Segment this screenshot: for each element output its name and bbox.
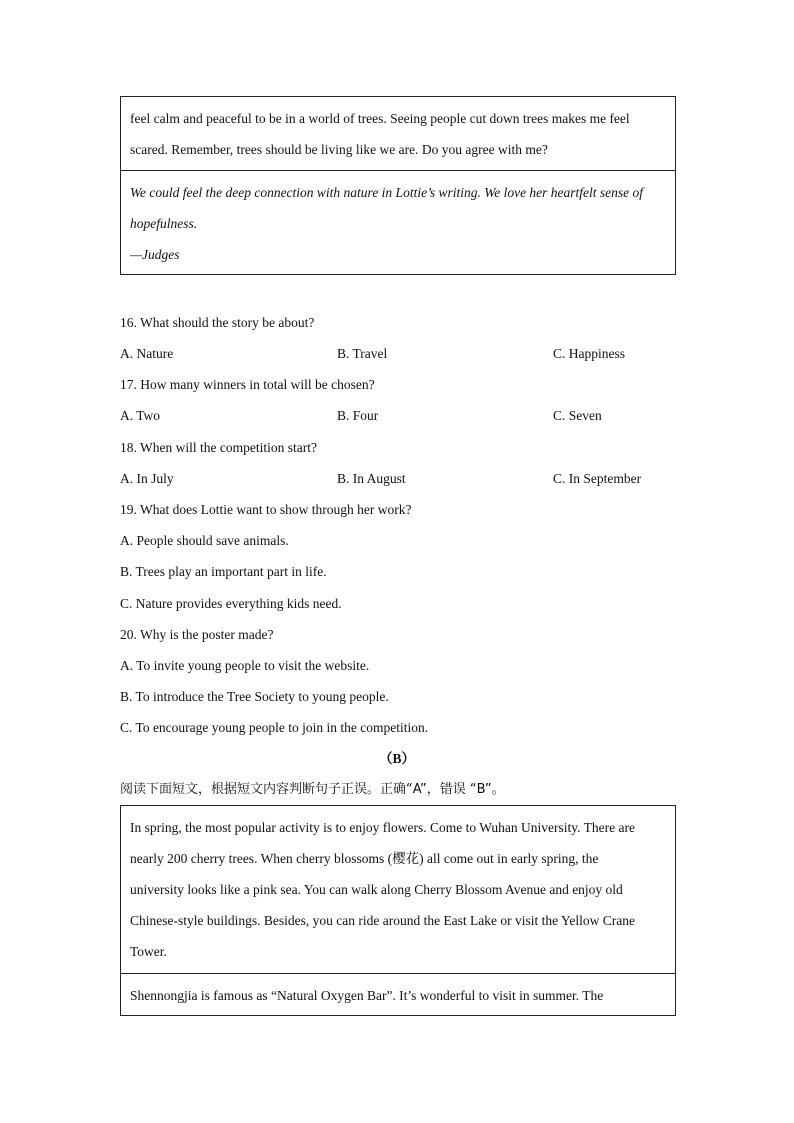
question-16: 16. What should the story be about? (120, 315, 315, 330)
section-b-instruction: 阅读下面短文，根据短文内容判断句子正误。正确“A”，错误 “B”。 (120, 782, 505, 797)
question-17: 17. How many winners in total will be chosen? (120, 377, 375, 392)
option-18-a[interactable]: A. In July (120, 471, 174, 486)
text-line: scared. Remember, trees should be living like we are. Do you agree with me? (130, 142, 548, 157)
text-line: Chinese-style buildings. Besides, you can ride around the East Lake or visit the Yellow Crane (130, 913, 636, 928)
option-16-c[interactable]: C. Happiness (553, 346, 625, 361)
text-line: Shennongjia is famous as “Natural Oxygen Bar”. It’s wonderful to visit in summer. The (130, 988, 604, 1003)
text-line: hopefulness. (130, 216, 198, 231)
option-17-a[interactable]: A. Two (120, 408, 161, 423)
option-19-b[interactable]: B. Trees play an important part in life. (120, 564, 327, 579)
text-line: We could feel the deep connection with nature in Lottie’s writing. We love her heartfelt sense of (130, 185, 644, 200)
option-17-c[interactable]: C. Seven (553, 408, 602, 423)
question-18: 18. When will the competition start? (120, 440, 317, 455)
option-19-c[interactable]: C. Nature provides everything kids need. (120, 596, 342, 611)
question-19: 19. What does Lottie want to show through her work? (120, 502, 412, 517)
option-19-a[interactable]: A. People should save animals. (120, 533, 289, 548)
passage-box-top (120, 96, 676, 275)
option-17-b[interactable]: B. Four (337, 408, 379, 423)
text-line: feel calm and peaceful to be in a world of trees. Seeing people cut down trees makes me feel (130, 111, 630, 126)
text-line: Tower. (130, 944, 167, 959)
text-line: nearly 200 cherry trees. When cherry blossoms (樱花) all come out in early spring, the (130, 851, 599, 866)
judges-signature: —Judges (130, 247, 180, 262)
passage-box-bottom (120, 805, 676, 1016)
passage-shennongjia (121, 973, 675, 1017)
option-18-b[interactable]: B. In August (337, 471, 406, 486)
judges-comment (121, 170, 675, 276)
option-18-c[interactable]: C. In September (553, 471, 642, 486)
option-20-c[interactable]: C. To encourage young people to join in the competition. (120, 720, 429, 735)
passage-wuhan (121, 806, 675, 973)
question-20: 20. Why is the poster made? (120, 627, 274, 642)
option-16-a[interactable]: A. Nature (120, 346, 174, 361)
text-line: In spring, the most popular activity is to enjoy flowers. Come to Wuhan University. There are (130, 820, 635, 835)
option-20-a[interactable]: A. To invite young people to visit the website. (120, 658, 370, 673)
option-20-b[interactable]: B. To introduce the Tree Society to young people. (120, 689, 389, 704)
passage-text (121, 97, 675, 170)
section-b-label: （B） (378, 751, 415, 766)
option-16-b[interactable]: B. Travel (337, 346, 388, 361)
text-line: university looks like a pink sea. You can walk along Cherry Blossom Avenue and enjoy old (130, 882, 623, 897)
